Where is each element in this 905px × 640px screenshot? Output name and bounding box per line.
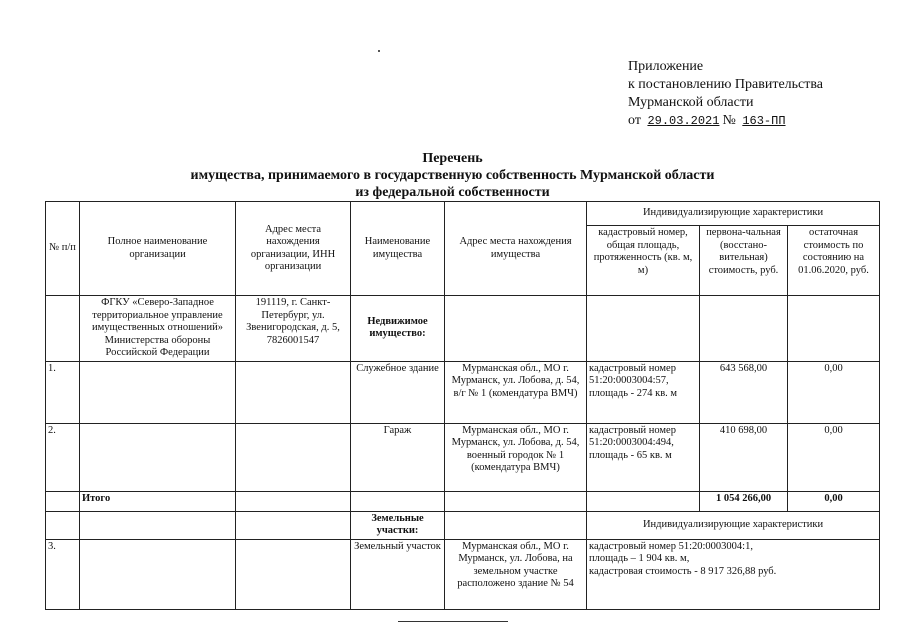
org-empty-2: [587, 296, 700, 362]
total-label: Итого: [80, 491, 236, 511]
from-label: от: [628, 113, 641, 128]
row-property-address: Мурманская обл., МО г. Мурманск, ул. Лобова, д. 54, в/г № 1 (комендатура ВМЧ): [445, 361, 587, 423]
section-land-plots: Земельные участки:: [351, 511, 445, 539]
document-title: [0, 150, 905, 201]
row-property-address: Мурманская обл., МО г. Мурманск, ул. Лобова, д. 54, военный городок № 1 (комендатура ВМЧ): [445, 423, 587, 491]
title-line-1: Перечень: [422, 151, 483, 166]
approval-block: [628, 58, 823, 130]
approval-line-1: Приложение: [628, 59, 704, 74]
row-cadastral: кадастровый номер 51:20:0003004:494, площадь - 65 кв. м: [587, 423, 700, 491]
row-org-address: [236, 539, 351, 609]
total-residual-cost: 0,00: [788, 491, 880, 511]
land-characteristics-header: Индивидуализирующие характеристики: [587, 511, 880, 539]
row-initial-cost: 643 568,00: [700, 361, 788, 423]
title-line-2: имущества, принимаемого в государственную собственность Мурманской области: [190, 168, 715, 183]
row-num: 2.: [46, 423, 80, 491]
total-initial-cost: 1 054 266,00: [700, 491, 788, 511]
land-empty-1: [80, 511, 236, 539]
bottom-divider: [398, 621, 508, 622]
row-property-name: Земельный участок: [351, 539, 445, 609]
org-empty-3: [700, 296, 788, 362]
table-row: [46, 539, 880, 609]
org-address: 191119, г. Санкт-Петербург, ул. Звенигородская, д. 5, 7826001547: [236, 296, 351, 362]
header-org-name: Полное наименование организации: [80, 202, 236, 296]
table-row: [46, 361, 880, 423]
header-org-address: Адрес места нахождения организации, ИНН организации: [236, 202, 351, 296]
row-property-name: Служебное здание: [351, 361, 445, 423]
number-sign: №: [722, 113, 736, 128]
land-empty-2: [236, 511, 351, 539]
header-property-name: Наименование имущества: [351, 202, 445, 296]
row-initial-cost: 410 698,00: [700, 423, 788, 491]
total-num: [46, 491, 80, 511]
row-org: [80, 423, 236, 491]
org-empty-1: [445, 296, 587, 362]
header-residual-cost: остаточная стоимость по состоянию на 01.06.2020, руб.: [788, 226, 880, 296]
total-row: [46, 491, 880, 511]
total-empty-4: [587, 491, 700, 511]
total-empty-1: [236, 491, 351, 511]
section-real-estate: Недвижимое имущество:: [351, 296, 445, 362]
row-cadastral: кадастровый номер 51:20:0003004:57, площадь - 274 кв. м: [587, 361, 700, 423]
approval-date-line: [628, 112, 823, 130]
decree-date: 29.03.2021: [647, 114, 720, 128]
header-characteristics: Индивидуализирующие характеристики: [587, 202, 880, 226]
header-num: № п/п: [46, 202, 80, 296]
row-num: 1.: [46, 361, 80, 423]
header-cadastral: кадастровый номер, общая площадь, протяженность (кв. м, м): [587, 226, 700, 296]
row-residual-cost: 0,00: [788, 423, 880, 491]
approval-line-3: Мурманской области: [628, 95, 754, 110]
scan-speck: [378, 50, 380, 52]
land-section-row: [46, 511, 880, 539]
land-characteristics: [587, 539, 880, 609]
total-empty-3: [445, 491, 587, 511]
header-property-address: Адрес места нахождения имущества: [445, 202, 587, 296]
row-org: [80, 361, 236, 423]
header-row-1: [46, 202, 880, 226]
title-line-3: из федеральной собственности: [355, 185, 550, 200]
row-residual-cost: 0,00: [788, 361, 880, 423]
property-table: [45, 201, 880, 610]
approval-line-2: к постановлению Правительства: [628, 77, 824, 92]
row-property-address: Мурманская обл., МО г. Мурманск, ул. Лобова, на земельном участке расположено здание № 54: [445, 539, 587, 609]
land-cadastral-value: кадастровая стоимость - 8 917 326,88 руб.: [589, 565, 777, 577]
header-initial-cost: первона-чальная (восстано-вительная) стоимость, руб.: [700, 226, 788, 296]
land-cadastral-number: кадастровый номер 51:20:0003004:1,: [589, 540, 753, 552]
total-empty-2: [351, 491, 445, 511]
land-area: площадь – 1 904 кв. м,: [589, 553, 690, 564]
table-row: [46, 423, 880, 491]
org-num: [46, 296, 80, 362]
row-org-address: [236, 423, 351, 491]
org-name: ФГКУ «Северо-Западное территориальное управление имущественных отношений» Министерства обороны Российской Федерации: [80, 296, 236, 362]
decree-number: 163-ПП: [742, 114, 786, 128]
row-num: 3.: [46, 539, 80, 609]
land-num: [46, 511, 80, 539]
land-empty-3: [445, 511, 587, 539]
org-empty-4: [788, 296, 880, 362]
org-row: [46, 296, 880, 362]
row-property-name: Гараж: [351, 423, 445, 491]
row-org: [80, 539, 236, 609]
row-org-address: [236, 361, 351, 423]
